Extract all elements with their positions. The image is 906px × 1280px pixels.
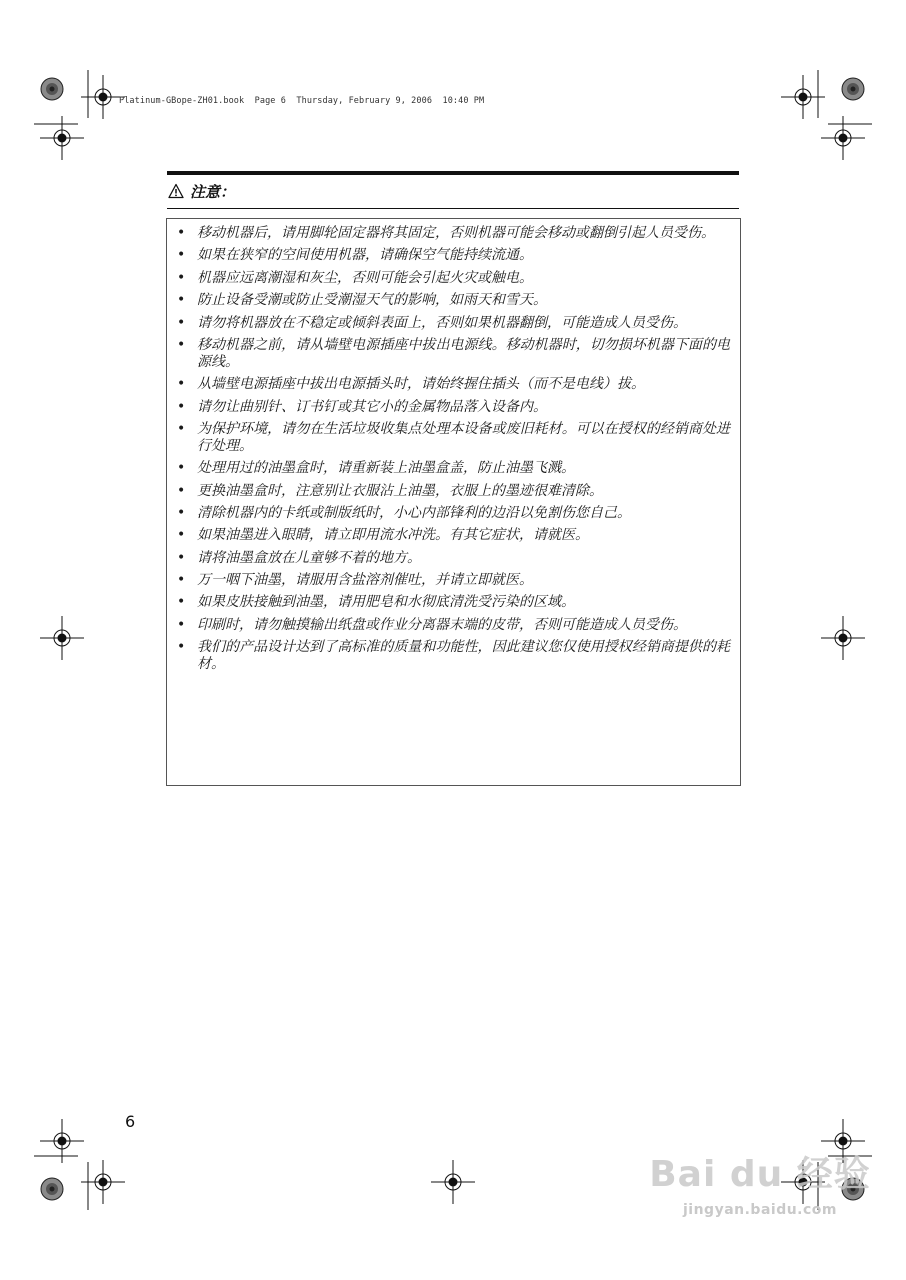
caution-item: • 我们的产品设计达到了高标准的质量和功能性，因此建议您仅使用授权经销商提供的耗材。 bbox=[175, 639, 730, 673]
caution-item: • 如果皮肤接触到油墨，请用肥皂和水彻底清洗受污染的区域。 bbox=[175, 594, 730, 611]
baidu-watermark-url: jingyan.baidu.com bbox=[682, 1202, 838, 1218]
page-number: 6 bbox=[125, 1112, 136, 1131]
section-top-rule bbox=[167, 171, 739, 175]
caution-item: • 印刷时，请勿触摸输出纸盘或作业分离器末端的皮带，否则可能造成人员受伤。 bbox=[175, 617, 730, 634]
caution-item: • 为保护环境，请勿在生活垃圾收集点处理本设备或废旧耗材。可以在授权的经销商处进行处理。 bbox=[175, 421, 730, 455]
warning-triangle-icon bbox=[168, 183, 184, 199]
caution-item: • 机器应远离潮湿和灰尘，否则可能会引起火灾或触电。 bbox=[175, 270, 730, 287]
caution-item: • 请勿将机器放在不稳定或倾斜表面上，否则如果机器翻倒，可能造成人员受伤。 bbox=[175, 315, 730, 332]
caution-box bbox=[166, 218, 741, 786]
caution-item: • 请勿让曲别针、订书钉或其它小的金属物品落入设备内。 bbox=[175, 399, 730, 416]
caution-item: • 如果在狭窄的空间使用机器，请确保空气能持续流通。 bbox=[175, 247, 730, 264]
caution-heading bbox=[168, 180, 235, 202]
print-file-info: Platinum-GBope-ZH01.book Page 6 Thursday, February 9, 2006 10:40 PM bbox=[119, 96, 485, 106]
caution-item: • 请将油墨盒放在儿童够不着的地方。 bbox=[175, 550, 730, 567]
caution-item: • 防止设备受潮或防止受潮湿天气的影响，如雨天和雪天。 bbox=[175, 292, 730, 309]
baidu-watermark bbox=[640, 1140, 880, 1270]
caution-list bbox=[175, 225, 730, 673]
caution-item: • 处理用过的油墨盒时，请重新装上油墨盒盖，防止油墨飞溅。 bbox=[175, 460, 730, 477]
caution-item: • 从墙壁电源插座中拔出电源插头时，请始终握住插头（而不是电线）拔。 bbox=[175, 376, 730, 393]
caution-item: • 移动机器后，请用脚轮固定器将其固定，否则机器可能会移动或翻倒引起人员受伤。 bbox=[175, 225, 730, 242]
caution-item: • 如果油墨进入眼睛，请立即用流水冲洗。有其它症状，请就医。 bbox=[175, 527, 730, 544]
caution-title: 注意： bbox=[190, 182, 236, 201]
caution-item: • 万一咽下油墨，请服用含盐溶剂催吐，并请立即就医。 bbox=[175, 572, 730, 589]
caution-item: • 更换油墨盒时，注意别让衣服沾上油墨，衣服上的墨迹很难清除。 bbox=[175, 483, 730, 500]
heading-under-rule bbox=[167, 208, 739, 209]
caution-item: • 移动机器之前，请从墙壁电源插座中拔出电源线。移动机器时，切勿损坏机器下面的电源线。 bbox=[175, 337, 730, 371]
caution-item: • 清除机器内的卡纸或制版纸时，小心内部锋利的边沿以免割伤您自己。 bbox=[175, 505, 730, 522]
baidu-watermark-logo: Bai du 经验 bbox=[649, 1154, 871, 1195]
